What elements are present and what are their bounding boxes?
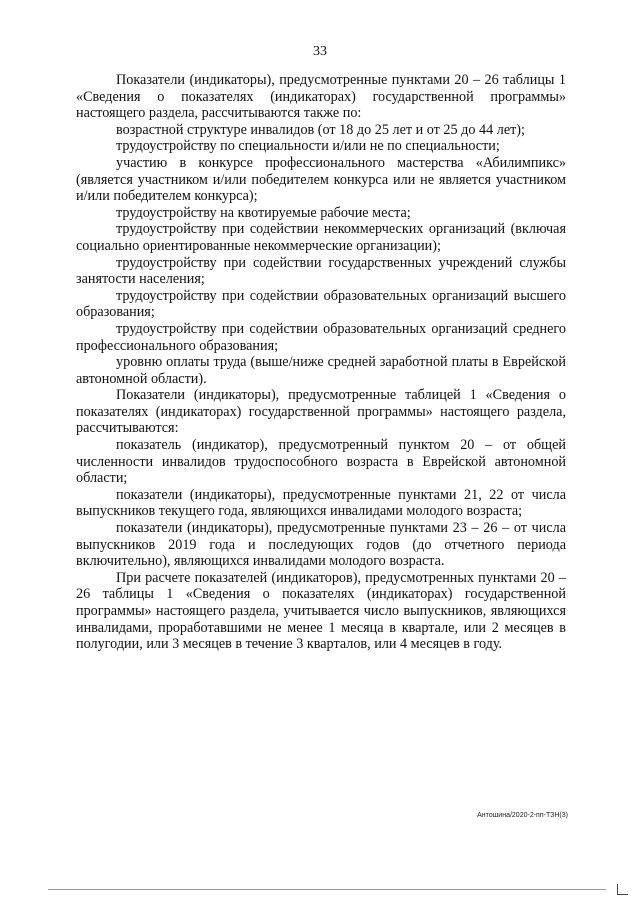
paragraph: Показатели (индикаторы), предусмотренные пунктами 20 – 26 таблицы 1 «Сведения о показателях (индикаторах) государственной программы» настоящего раздела, рассчитываются также по: [76,72,566,122]
paragraph: участию в конкурсе профессионального мастерства «Абилимпикс» (является участником и/или победителем конкурса или не является участником и/или победителем конкурса); [76,154,566,205]
paragraph: трудоустройству на квотируемые рабочие места; [116,204,411,221]
paragraph: трудоустройству по специальности и/или не по специальности; [116,138,500,155]
paragraph: трудоустройству при содействии государственных учреждений службы занятости населения; [76,254,566,288]
page-number: 33 [313,44,327,59]
paragraph: уровню оплаты труда (выше/ниже средней заработной платы в Еврейской автономной области). [76,354,566,387]
paragraph: показатели (индикаторы), предусмотренные пунктами 23 – 26 – от числа выпускников 2019 года и последующих годов (до отчетного периода включительно), являющихся инвалидами молодого возраста. [76,520,566,570]
paragraph: трудоустройству при содействии образовательных организаций высшего образования; [76,287,566,321]
paragraph: возрастной структуре инвалидов (от 18 до 25 лет и от 25 до 44 лет); [116,121,525,138]
paragraph: трудоустройству при содействии некоммерческих организаций (включая социально ориентированные некоммерческие организации); [76,221,566,254]
paragraph: трудоустройству при содействии образовательных организаций среднего профессионального образования; [76,320,566,354]
scan-edge-line [48,889,606,890]
paragraph: При расчете показателей (индикаторов), предусмотренных пунктами 20 – 26 таблицы 1 «Сведения о показателях (индикаторах) государственной программы» настоящего раздела, учитывается число выпускников, являющихся инвалидами, проработавшими не менее 1 месяца в квартале, или 2 месяцев в полугодии, или 3 месяцев в течение 3 кварталов, или 4 месяцев в году. [76,569,566,653]
paragraph: показатель (индикатор), предусмотренный пунктом 20 – от общей численности инвалидов трудоспособного возраста в Еврейской автономной области; [76,437,566,487]
footer-code: Антошина/2020-2-пп-ТЗН(3) [477,812,568,819]
paragraph: Показатели (индикаторы), предусмотренные таблицей 1 «Сведения о показателях (индикаторах) государственной программы» настоящего раздела, рассчитываются: [76,387,566,437]
document-body [76,72,566,653]
paragraph: показатели (индикаторы), предусмотренные пунктами 21, 22 от числа выпускников текущего года, являющихся инвалидами молодого возраста; [76,486,566,520]
scan-corner-mark [617,884,628,895]
